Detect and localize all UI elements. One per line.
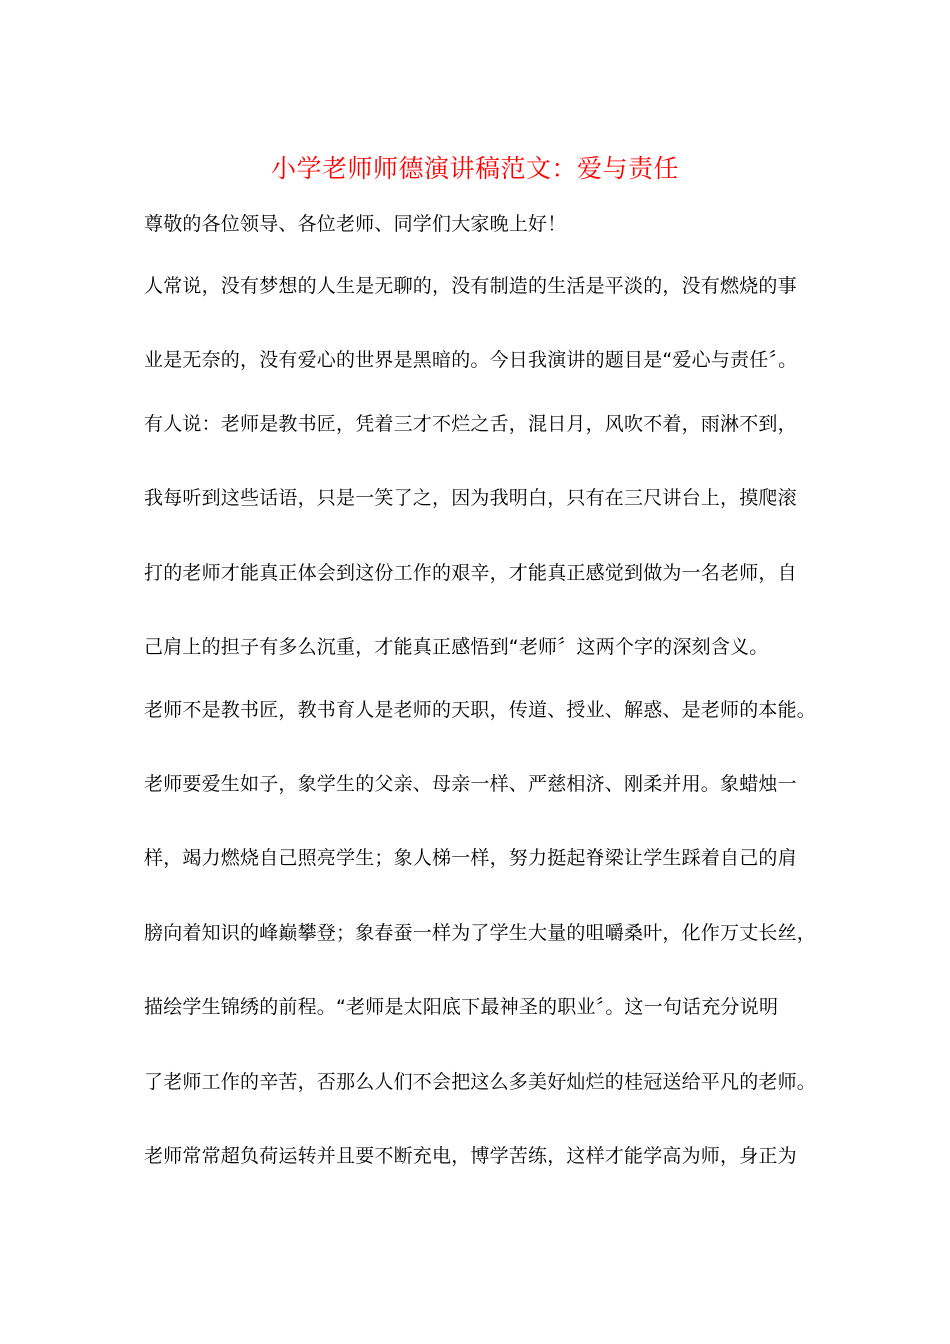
paragraph-line: 打的老师才能真正体会到这份工作的艰辛，才能真正感觉到做为一名老师，自	[144, 562, 797, 584]
paragraph-line: 膀向着知识的峰巅攀登；象春蚕一样为了学生大量的咀嚼桑叶，化作万丈长丝，	[144, 922, 817, 944]
paragraph-line: 了老师工作的辛苦，否那么人们不会把这么多美好灿烂的桂冠送给平凡的老师。	[144, 1071, 817, 1093]
paragraph-line: 我每听到这些话语，只是一笑了之，因为我明白，只有在三尺讲台上，摸爬滚	[144, 487, 797, 509]
document-title: 小学老师师德演讲稿范文：爱与责任	[270, 154, 679, 183]
paragraph-line: 己肩上的担子有多么沉重，才能真正感悟到“老师〞这两个字的深刻含义。	[144, 636, 769, 658]
paragraph-line: 有人说：老师是教书匠，凭着三才不烂之舌，混日月，风吹不着，雨淋不到，	[144, 413, 797, 435]
paragraph-line: 老师常常超负荷运转并且要不断充电，博学苦练，这样才能学高为师，身正为	[144, 1145, 797, 1167]
paragraph-line: 老师要爱生如子，象学生的父亲、母亲一样、严慈相济、刚柔并用。象蜡烛一	[144, 773, 797, 795]
greeting-line: 尊敬的各位领导、各位老师、同学们大家晚上好！	[144, 213, 567, 235]
paragraph-line: 老师不是教书匠，教书育人是老师的天职，传道、授业、解惑、是老师的本能。	[144, 699, 817, 721]
paragraph-line: 业是无奈的，没有爱心的世界是黑暗的。今日我演讲的题目是“爱心与责任〞。	[144, 349, 798, 371]
paragraph-line: 人常说，没有梦想的人生是无聊的，没有制造的生活是平淡的，没有燃烧的事	[144, 275, 797, 297]
paragraph-line: 描绘学生锦绣的前程。“老师是太阳底下最神圣的职业〞。这一句话充分说明	[144, 996, 779, 1018]
paragraph-line: 样，竭力燃烧自己照亮学生；象人梯一样，努力挺起脊梁让学生踩着自己的肩	[144, 847, 797, 869]
